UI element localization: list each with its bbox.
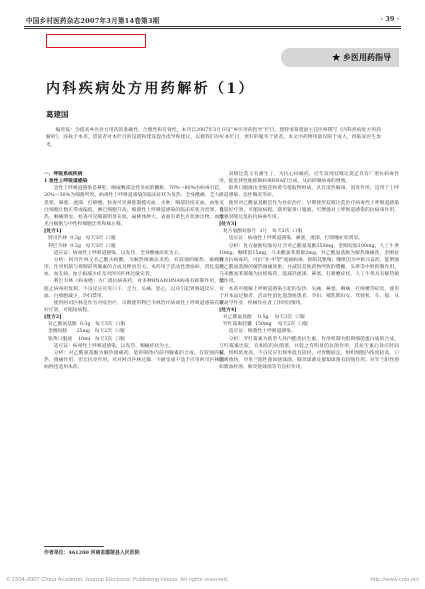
paragraph: 适应证：病毒性上呼吸道感染，以发热、全身酸痛症状为主。 — [53, 250, 184, 256]
right-column — [219, 171, 399, 371]
prescription-label: [处方4] — [219, 306, 237, 313]
drug-line: 对乙酰氨基酚 0.3g 每天3次 口服 — [48, 322, 126, 328]
paragraph: 双嘧达莫又名潘生丁，为抗心绞痛药，近年发现双嘧达莫还具有广谱抗病毒作用，能选择性地抑制病毒RNA的合成，从而抑制病毒的增殖。 — [219, 172, 399, 185]
page-number: · 39 · — [380, 15, 399, 23]
drug-line: 金刚烷胺 25mg 每天2次 口服 — [48, 329, 125, 335]
drug-line: 罗红霉素胶囊 150mg 每天2次 口服 — [223, 322, 308, 328]
author-name: 葛建国 — [46, 110, 69, 119]
paragraph: 本药可缓解上呼吸道感染引起的发热、头痛、鼻塞、咽痛、打喷嚏等症状，使用于对本品过敏者、活动性消化道溃疡患者、孕妇、哺乳期妇女。驾驶机、车、船、从事高空作业、机械作业者工作时间慎用。 — [219, 286, 399, 306]
column-tag-label: ★ 乡医用药指导 — [332, 52, 391, 62]
paragraph: 银黄口服液由金银花和黄芩提取物组成，具有清热解毒、消炎作用，适用于上呼吸道感染、急性咽炎等症。 — [219, 186, 399, 199]
drug-line: 阿司匹林 0.3g 每天3次 口服 — [48, 236, 116, 242]
drug-line: 对乙酰氨基酚 0.5g 每天3次 口服 — [223, 315, 305, 321]
red-highlight-box — [46, 34, 146, 48]
paragraph: 分析：对乙酰氨基酚为解热镇痛药，能抑制体内前列腺素的合成，有较强的解热、镇痛作用，但无抗炎作用。对对阿司匹林过敏、不耐受或不适于应用阿司匹林的病例也适用本药。 — [44, 350, 224, 371]
paragraph: 使用对乙酰氨基酚是作为对症治疗。早期使用双嘧达莫治疗病毒性上呼吸道感染有较好疗效，可缩短病程。联用银黄口服液，可增强对上呼吸道感染的抗病毒作用，增强双嘧达莫的抗病毒作用。 — [219, 200, 399, 220]
author-affiliation: 作者单位：461200 河南省鄢陵县人民医院 — [44, 550, 140, 556]
paragraph: 利巴韦林（病毒唑）为广谱抗病毒药，对多种RNA和DNA病毒有抑制作用，能阻止病毒的复制。不良反应可见口干、乏力、头痛、恶心，以及引起胃肠道反应、贫血、白细胞减少，孕妇禁用。 — [44, 279, 224, 299]
prescription-label: [处方3] — [219, 221, 237, 228]
drug-line: 复方氨酚烷胺片 1片 每天2次 口服 — [223, 229, 303, 235]
left-column — [44, 171, 224, 371]
column-tag-text: 乡医用药指导 — [343, 52, 391, 62]
article-title: 内科疾病处方用药解析（1） — [46, 81, 255, 97]
paragraph: 分析：复方氨酚烷胺每片含对乙酰氨基酚250mg，金刚烷胺100mg，人工牛黄10mg，咖啡因15mg，马来酸氯苯那敏2mg。对乙酰氨基酚为解热镇痛药，金刚烷胺为抗病毒药，可抗“亚-甲型”流感病毒，抑制其繁殖；咖啡因为中枢兴奋药，能增强对乙酰氨基酚的解热镇痛效果，并减轻其他药物所致的嗜睡、头晕等中枢抑制作用。马来酸氯苯那敏为抗组胺药，能减轻流涕、鼻塞、打喷嚏症状，人工牛黄具有解热镇惊作用。 — [219, 243, 399, 285]
editor-note: 编者按：为提高乡医处方用药的准确性、合理性和有效性，本刊自2007年3月开设“乡医用药指导”栏目，现特请葛建国主任医师撰写《内科疾病处方用药解析》，连载于本刊。望读者对本栏目的设置和建设提出指导和建议，以便我们办好本栏目，更好的服务于读者。本文中药物用量仅限于成人，供临床医生参考。 — [46, 128, 381, 148]
section-heading: 一、呼吸系统疾病 — [44, 171, 83, 177]
prescription-label: [处方2] — [44, 314, 62, 321]
drug-line: 银黄口服液 10ml 每天3次 口服 — [48, 336, 125, 342]
source-url: http://www.cnki.net — [370, 577, 419, 583]
footnote-rule — [44, 546, 104, 547]
column-tag — [281, 48, 399, 67]
paragraph: 适应证：病毒性上呼吸道感染，以发热、咽痛症状为主。 — [53, 343, 174, 349]
copyright-notice: © 1994-2007 China Academic Journal Electronic Publishing House. All rights reserved. — [6, 577, 229, 583]
prescription-label: [处方1] — [44, 228, 62, 235]
journal-header: 中国乡村医药杂志2007年3月第14卷第3期 — [26, 17, 160, 25]
section-heading: 1 急性上呼吸道感染 — [44, 178, 88, 185]
paragraph: 适应证：病毒性上呼吸道感染，鼻塞、流涕、打喷嚏症状明显。 — [228, 236, 363, 242]
header-rule — [24, 26, 401, 27]
drug-line: 利巴韦林 0.2g 每天3次 口服 — [48, 243, 116, 249]
header-rule-thin — [24, 28, 401, 29]
paragraph: 急性上呼吸道感染是鼻腔、咽或喉部急性炎症的概称，70%～80%由病毒引起，20%～30%为细菌所致。病毒性上呼吸道感染的临床症状为发热、全身酸痛、乏力、畏寒、鼻塞、流涕、打喷嚏。检查可见鼻腔黏膜充血、水肿，咽部轻度充血，血象见白细胞计数正常或偏低，淋巴细胞升高。细菌性上呼吸道感染的临床症状为畏寒、发热、咽痛明显，检查可见咽部明显充血，扁桃体肿大，表面有黄色点状渗出物。血象见白细胞与中性粒细胞比率和核左移。 — [44, 186, 224, 228]
paragraph: 分析：罗红霉素为新型大环内酯类抗生素，作用机制为阻碍细菌蛋白质的合成，与红霉素比较，有相似的抗菌谱，并较之有明显的抗菌作用，其抗生素后效应时间长，组织浓度高，不良反应出现率低且较轻，对胃酸稳定，组织细胞内浓度较高，口服吸收快，对革兰阳性菌如链球菌、肺炎球菌及葡萄球菌有较强作用。对军兰阳性菌如嗜血杆菌、肺炎链球菌等有良好作用。 — [219, 336, 399, 371]
paragraph: 使用阿司匹林是作为对症治疗，早期使用利巴韦林治疗病毒性上呼吸道感染有较好疗效，可缩短病程。 — [44, 300, 224, 313]
paragraph: 分析：阿司匹林又名乙酰水杨酸，为解热镇痛抗炎药，有较强的解热、镇痛作用，作用机制与抑制前列腺素的合成及释放有关。本药用于活动性溃疡病、消化道出血、血友病、血小板减少症及对阿司匹林过敏史者。 — [44, 257, 224, 278]
paragraph: 适应证：细菌性上呼吸道感染。 — [228, 329, 296, 335]
